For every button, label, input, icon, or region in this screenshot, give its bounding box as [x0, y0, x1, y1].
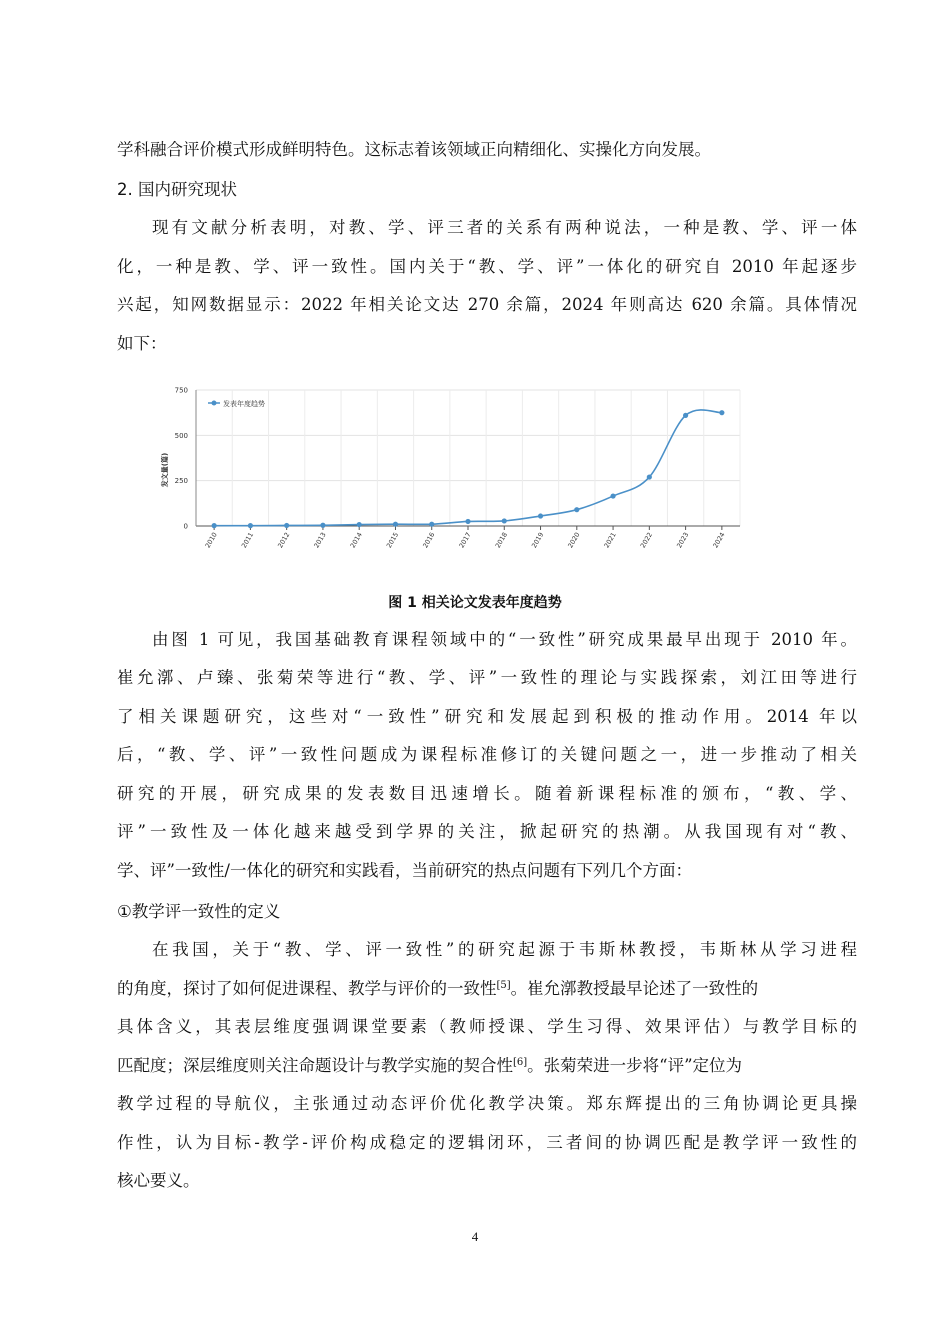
- y-tick-label: 0: [183, 522, 188, 531]
- data-point: [610, 493, 615, 498]
- x-tick-label: 2020: [566, 531, 582, 550]
- x-tick-label: 2021: [602, 531, 618, 550]
- data-point: [393, 522, 398, 527]
- data-point: [647, 474, 652, 479]
- x-tick-label: 2010: [203, 531, 219, 550]
- data-point: [465, 519, 470, 524]
- paragraph-line: 教学过程的导航仪，主张通过动态评价优化教学决策。郑东辉提出的三角协调论更具操: [117, 1094, 857, 1113]
- page-number: 4: [471, 1229, 479, 1244]
- paragraph-line: 作性，认为目标-教学-评价构成稳定的逻辑闭环，三者间的协调匹配是教学评一致性的: [117, 1133, 857, 1152]
- paragraph-line: 化，一种是教、学、评一致性。国内关于“教、学、评”一体化的研究自 2010 年起逐步: [117, 257, 857, 276]
- paragraph-line: 如下：: [117, 334, 167, 353]
- data-point: [538, 513, 543, 518]
- text-run: 匹配度；深层维度则关注命题设计与教学实施的契合性: [117, 1056, 513, 1075]
- data-point: [284, 523, 289, 528]
- citation-ref: [6]: [513, 1057, 528, 1068]
- text-run: 。崔允漷教授最早论述了一致性的: [510, 979, 759, 998]
- legend-label: 发表年度趋势: [223, 400, 265, 408]
- x-tick-label: 2023: [675, 531, 691, 550]
- x-tick-label: 2014: [348, 531, 364, 550]
- legend-marker: [212, 401, 217, 406]
- data-point: [719, 410, 724, 415]
- x-tick-label: 2012: [276, 531, 292, 550]
- y-tick-label: 500: [174, 431, 188, 440]
- data-point: [429, 522, 434, 527]
- figure-caption: 图 1 相关论文发表年度趋势: [388, 595, 562, 611]
- x-tick-label: 2022: [638, 531, 655, 550]
- paragraph-line: [117, 979, 857, 999]
- x-tick-label: 2013: [312, 531, 328, 550]
- series-line: [214, 410, 722, 526]
- y-tick-labels: [175, 387, 188, 531]
- data-point: [248, 523, 253, 528]
- paragraph-line: 核心要义。: [117, 1171, 200, 1190]
- chart-legend: [208, 399, 265, 408]
- paragraph-line: 具体含义，其表层维度强调课堂要素（教师授课、学生习得、效果评估）与教学目标的: [117, 1017, 857, 1036]
- chart-axes: [196, 390, 740, 530]
- paragraph-line: 后，“教、学、评”一致性问题成为课程标准修订的关键问题之一，进一步推动了相关: [117, 745, 857, 764]
- chart-ylabel: 发文量(篇): [161, 452, 169, 488]
- x-tick-label: 2024: [711, 531, 727, 550]
- y-tick-label: 750: [174, 386, 188, 395]
- x-tick-label: 2018: [493, 531, 509, 550]
- x-tick-labels: [204, 531, 727, 549]
- data-point: [212, 523, 217, 528]
- trend-chart: [160, 380, 760, 560]
- x-tick-label: 2019: [530, 531, 546, 550]
- x-tick-label: 2017: [457, 531, 473, 550]
- text-run: 。张菊荣进一步将“评”定位为: [527, 1056, 743, 1075]
- y-tick-label: 250: [174, 477, 188, 486]
- data-point: [320, 523, 325, 528]
- chart-grid: [196, 390, 740, 526]
- paragraph-line: 了相关课题研究，这些对“一致性”研究和发展起到积极的推动作用。2014 年以: [117, 707, 857, 726]
- data-point: [502, 518, 507, 523]
- paragraph-line: 学、评”一致性/一体化的研究和实践看，当前研究的热点问题有下列几个方面：: [117, 861, 692, 880]
- paragraph-line: 现有文献分析表明，对教、学、评三者的关系有两种说法，一种是教、学、评一体: [152, 218, 857, 237]
- paragraph-line: 由图 1 可见，我国基础教育课程领域中的“一致性”研究成果最早出现于 2010 年。: [152, 630, 857, 649]
- x-tick-label: 2015: [384, 531, 401, 550]
- paragraph-tail: 学科融合评价模式形成鲜明特色。这标志着该领域正向精细化、实操化方向发展。: [117, 140, 711, 159]
- x-tick-label: 2016: [421, 531, 437, 550]
- paragraph-line: 在我国，关于“教、学、评一致性”的研究起源于韦斯林教授，韦斯林从学习进程: [152, 940, 857, 959]
- x-tick-label: 2011: [239, 531, 256, 550]
- subheading: ①教学评一致性的定义: [117, 902, 281, 921]
- paragraph-line: 兴起，知网数据显示：2022 年相关论文达 270 余篇，2024 年则高达 620 余篇。具体情况: [117, 295, 857, 314]
- citation-ref: [5]: [496, 980, 511, 991]
- paragraph-line: 崔允漷、卢臻、张菊荣等进行“教、学、评”一致性的理论与实践探索，刘江田等进行: [117, 668, 857, 687]
- paragraph-line: [117, 1056, 857, 1076]
- section-heading: 2. 国内研究现状: [117, 180, 237, 199]
- data-point: [683, 413, 688, 418]
- paragraph-line: 评”一致性及一体化越来越受到学界的关注，掀起研究的热潮。从我国现有对“教、: [117, 822, 857, 841]
- series-points: [212, 410, 725, 528]
- text-run: 的角度，探讨了如何促进课程、教学与评价的一致性: [117, 979, 497, 998]
- data-point: [357, 522, 362, 527]
- data-point: [574, 507, 579, 512]
- paragraph-line: 研究的开展，研究成果的发表数目迅速增长。随着新课程标准的颁布，“教、学、: [117, 784, 857, 803]
